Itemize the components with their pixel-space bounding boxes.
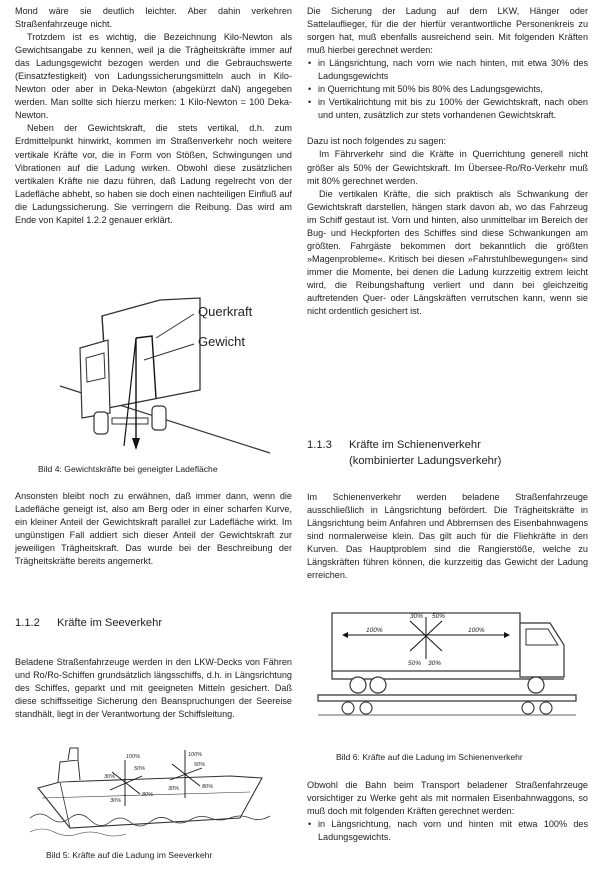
section-title: Kräfte im Seeverkehr bbox=[57, 617, 163, 629]
bullet-list bbox=[307, 818, 588, 844]
paragraph: Im Fährverkehr sind die Kräfte in Querrichtung generell nicht größer als 50% der Gewichtskraft. Im Übersee-Ro/Ro-Verkehr muß mit 80% gerechnet werden. bbox=[307, 149, 588, 186]
svg-text:100%: 100% bbox=[126, 754, 141, 760]
svg-text:30%: 30% bbox=[168, 786, 180, 792]
label-30-bottom: 30% bbox=[428, 660, 442, 667]
paragraph: Im Schienenverkehr werden beladene Straßenfahrzeuge ausschließlich in Längsrichtung befördert. Die Trägheitskräfte in Längsrichtung beim Anfahren und Abbremsen des Eisenbahnwagens sind normalerweise klein. Das gilt auch für die Fliehkräfte in den Kurven. Das Hauptproblem sind die Rangierstöße, welche zu Längskräften führen können, die kurzzeitig das Gewicht der Ladung erreichen. bbox=[307, 492, 588, 581]
svg-text:100%: 100% bbox=[188, 752, 203, 758]
right-bottom-text bbox=[307, 779, 588, 844]
list-item: • in Querrichtung mit 50% bis 80% des Ladungsgewichts, bbox=[307, 83, 588, 96]
truck-cab bbox=[520, 623, 564, 677]
figure-5-ship-diagram bbox=[30, 748, 275, 843]
list-item: • in Vertikalrichtung mit bis zu 100% der Gewichtskraft, nach oben und unten, zusätzlich zur stets vorhandenen Gewichtskraft. bbox=[307, 96, 588, 122]
svg-text:80%: 80% bbox=[142, 792, 154, 798]
figure-4-caption: Bild 4: Gewichtskräfte bei geneigter Ladefläche bbox=[38, 464, 218, 474]
label-querkraft: Querkraft bbox=[198, 304, 253, 319]
label-30-top: 30% bbox=[410, 613, 424, 620]
section-heading-1-1-3 bbox=[307, 438, 481, 453]
left-mid-text bbox=[15, 490, 292, 568]
section-number: 1.1.2 bbox=[15, 617, 40, 629]
label-100-right: 100% bbox=[468, 627, 485, 634]
svg-text:30%: 30% bbox=[110, 798, 122, 804]
wheel bbox=[152, 406, 166, 430]
label-100-left: 100% bbox=[366, 627, 383, 634]
section-title-line2: (kombinierter Ladungsverkehr) bbox=[349, 455, 502, 467]
wheel bbox=[94, 412, 108, 434]
paragraph: Mond wäre sie deutlich leichter. Aber dahin verkehren Straßenfahrzeuge nicht. bbox=[15, 6, 292, 30]
figure-4-truck-diagram bbox=[60, 278, 280, 453]
section-title-line1: Kräfte im Schienenverkehr bbox=[349, 439, 481, 451]
paragraph: Trotzdem ist es wichtig, die Bezeichnung Kilo-Newton als Gewichtsangabe zu kennen, weil ja die Trägheitskräfte immer auf das Ladungsgewicht bezogen werden und die Gebrauchswerte (Einsatzfestigkeit) von Ladungssicherungsmitteln auch in Kilo-Newton oder aber in Deka-Newton (abgekürzt daN) angegeben werden. Man sollte sich hierzu merken: 1 Kilo-Newton = 100 Deka-Newton. bbox=[15, 32, 292, 121]
paragraph: Ansonsten bleibt noch zu erwähnen, daß immer dann, wenn die Ladefläche geneigt ist, also am Berg oder in einer scharfen Kurve, ein kleiner Anteil der Gewichtskraft parallel zur Ladefläche wirkt. Im ungünstigen Fall addiert sich dieser Anteil der Gewichtskraft zur jeweiligen Trägheitskraft. Das wurde bei der Beschreibung der Trägheitskräfte bereits angemerkt. bbox=[15, 491, 292, 567]
bullet-list bbox=[307, 57, 588, 122]
right-top-text bbox=[307, 5, 588, 318]
paragraph: Die Sicherung der Ladung auf dem LKW, Hänger oder Sattelauflieger, für die der hierfür verantwortliche Personenkreis zu sorgen hat, muß ebenfalls ausreichend sein. Mit folgenden Kräften muß hierbei gerechnet werden: bbox=[307, 6, 588, 56]
figure-5-caption: Bild 5: Kräfte auf die Ladung im Seeverkehr bbox=[46, 850, 213, 860]
svg-text:80%: 80% bbox=[202, 784, 214, 790]
section-heading-1-1-2 bbox=[15, 616, 162, 631]
paragraph: Dazu ist noch folgendes zu sagen: bbox=[307, 136, 447, 147]
ship-hull bbox=[38, 776, 262, 828]
svg-text:50%: 50% bbox=[134, 766, 146, 772]
list-item: • in Längsrichtung, nach vorn wie nach hinten, mit etwa 30% des Ladungsgewichts bbox=[307, 57, 588, 83]
figure-6-caption: Bild 6: Kräfte auf die Ladung im Schienenverkehr bbox=[336, 752, 523, 762]
paragraph: Neben der Gewichtskraft, die stets vertikal, d.h. zum Erdmittelpunkt hinwirkt, kommen im Straßenverkehr noch weitere vertikale Kräfte vor, die in Form von Stößen, Schwingungen und Vibrationen auf die Ladung wirken. Obwohl diese zusätzlichen vertikalen Kräfte nie dazu führen, daß Ladung regelrecht von der Ladefläche abhebt, so haben sie doch einen nachteiligen Einfluß auf die Ladungssicherung. Sie verringern die Reibung. Das wird am Ende von Kapitel 1.2.2 genauer erklärt. bbox=[15, 123, 292, 225]
figure-6-rail-diagram bbox=[318, 605, 578, 725]
svg-text:50%: 50% bbox=[194, 762, 206, 768]
truck-body bbox=[102, 298, 200, 408]
label-50-top: 50% bbox=[432, 613, 446, 620]
paragraph: Die vertikalen Kräfte, die sich praktisch als Schwankung der Gewichtskraft darstellen, hängen stark davon ab, wo das Fahrzeug im Schiff gestaut ist. Vorn und hinten, also unmittelbar im Bereich der Bug- und Heckpforten des Schiffes sind diese Schwankungen am größten. Fahrgäste bekommen dort bekanntlich die größten »Magenprobleme«. Kritisch bei diesen »Fahrstuhlbewegungen« sind immer die Momente, bei denen die Ladung kurzzeitig extrem leicht wird, die Reibungshaftung verliert und dann bei gleichzeitig auftretenden Quer- oder Längskräften verrutschen kann, wenn sie nicht ordentlich gesichert ist. bbox=[307, 188, 588, 317]
left-top-text bbox=[15, 5, 292, 227]
section-number: 1.1.3 bbox=[307, 439, 332, 451]
label-50-bottom: 50% bbox=[408, 660, 422, 667]
paragraph: Beladene Straßenfahrzeuge werden in den LKW-Decks von Fähren und Ro/Ro-Schiffen grundsätzlich längsschiffs, d.h. in Längsrichtung des Schiffes, geparkt und mit geeigneten Mitteln gesichert. Daß diese schiffsseitige Sicherung den Beanspruchungen der Seereise standhält, liegt in der Verantwortung der Schiffsleitung. bbox=[15, 657, 292, 720]
label-gewicht: Gewicht bbox=[198, 334, 245, 349]
rail-wagon bbox=[318, 695, 576, 701]
list-item: • in Längsrichtung, nach vorn und hinten mit etwa 100% des Ladungsgewichts. bbox=[307, 818, 588, 844]
paragraph: Obwohl die Bahn beim Transport beladener Straßenfahrzeuge vorsichtiger zu Werke geht als mit normalen Eisenbahnwaggons, so muß doch mit folgenden Kräften gerechnet werden: bbox=[307, 780, 588, 817]
svg-text:30%: 30% bbox=[104, 774, 116, 780]
section-1-1-3-text bbox=[307, 491, 588, 582]
section-1-1-2-text bbox=[15, 656, 292, 721]
